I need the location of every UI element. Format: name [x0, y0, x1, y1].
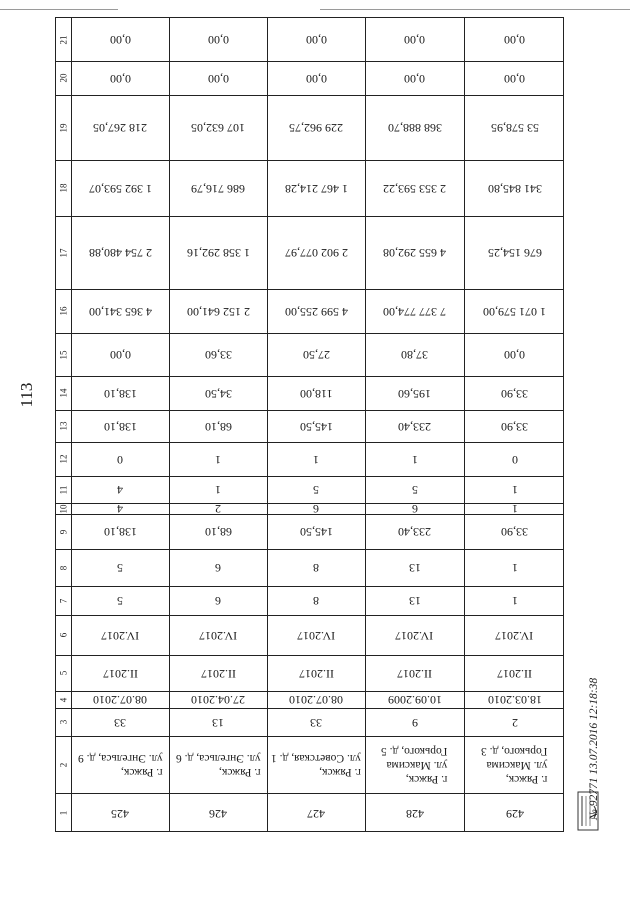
cell-value: 1	[511, 561, 518, 575]
table-cell-r3-c11	[267, 476, 365, 503]
table-cell-r3-c3	[267, 708, 365, 736]
cell-value: 1 467 214,28	[284, 181, 348, 196]
header-label: 14	[58, 388, 69, 398]
table-cell-r5-c20	[464, 61, 565, 95]
cell-value: 195,60	[398, 386, 431, 401]
table-cell-r5-c5	[464, 655, 565, 691]
cell-value: г. Ряжск, ул. Энгельса, д. 9	[77, 751, 163, 778]
header-number-17	[56, 216, 71, 289]
cell-value: 0,00	[404, 33, 425, 47]
cell-value: IV.2017	[395, 628, 434, 643]
table-cell-r5-c9	[464, 514, 565, 549]
cell-value: 1	[511, 594, 518, 608]
header-number-20	[56, 61, 71, 95]
data-table	[55, 17, 564, 832]
cell-value: 68,10	[204, 525, 232, 539]
cell-value: 6	[313, 502, 319, 516]
cell-value: 138,10	[103, 419, 137, 434]
table-cell-r4-c15	[365, 333, 464, 376]
header-label: 11	[58, 485, 69, 494]
table-cell-r5-c12	[464, 442, 565, 476]
table-cell-r3-c9	[267, 514, 365, 549]
table-cell-r5-c15	[464, 333, 565, 376]
table-cell-r2-c11	[169, 476, 267, 503]
table-cell-r4-c20	[365, 61, 464, 95]
header-number-13	[56, 410, 71, 442]
cell-value: 107 632,05	[191, 121, 245, 135]
header-number-12	[56, 442, 71, 476]
header-label: 16	[58, 306, 69, 316]
cell-value: 233,40	[398, 525, 431, 539]
header-number-6	[56, 615, 71, 655]
table-cell-r1-c1	[71, 793, 169, 833]
table-cell-r1-c9	[71, 514, 169, 549]
table-cell-r1-c20	[71, 61, 169, 95]
table-cell-r4-c7	[365, 586, 464, 615]
table-cell-r1-c16	[71, 289, 169, 333]
table-cell-r1-c6	[71, 615, 169, 655]
table-cell-r2-c14	[169, 376, 267, 410]
table-cell-r4-c16	[365, 289, 464, 333]
table-cell-r1-c8	[71, 549, 169, 586]
cell-value: 13	[212, 715, 224, 730]
table-cell-r5-c18	[464, 160, 565, 216]
header-label: 20	[58, 73, 69, 83]
cell-value: 5	[117, 561, 123, 575]
cell-value: 27.04.2010	[191, 693, 245, 707]
cell-value: 6	[215, 594, 221, 608]
header-label: 8	[58, 565, 69, 570]
cell-value: 7 377 774,00	[383, 304, 446, 319]
header-number-5	[56, 655, 71, 691]
table-cell-r5-c7	[464, 586, 565, 615]
cell-value: 4 599 255,00	[284, 304, 348, 319]
table-cell-r3-c20	[267, 61, 365, 95]
table-cell-r2-c6	[169, 615, 267, 655]
cell-value: 4	[117, 483, 123, 497]
table-cell-r2-c3	[169, 708, 267, 736]
cell-value: IV.2017	[100, 628, 140, 643]
header-label: 18	[58, 183, 69, 193]
cell-value: 33	[114, 715, 126, 730]
cell-value: 426	[209, 806, 227, 821]
table-cell-r2-c18	[169, 160, 267, 216]
cell-value: 1	[215, 452, 221, 467]
table-cell-r5-c1	[464, 793, 565, 833]
table-cell-r1-c11	[71, 476, 169, 503]
cell-value: 08.07.2010	[93, 693, 147, 707]
header-number-4	[56, 691, 71, 708]
table-cell-r2-c9	[169, 514, 267, 549]
table-cell-r4-c10	[365, 503, 464, 514]
table-cell-r3-c13	[267, 410, 365, 442]
table-cell-r5-c16	[464, 289, 565, 333]
table-cell-r5-c6	[464, 615, 565, 655]
table-cell-r4-c5	[365, 655, 464, 691]
table-cell-r1-c14	[71, 376, 169, 410]
cell-value: 429	[505, 806, 524, 821]
table-cell-r5-c8	[464, 549, 565, 586]
cell-value: 4 655 292,08	[383, 246, 446, 260]
cell-value: 27,50	[302, 348, 330, 362]
table-cell-r3-c15	[267, 333, 365, 376]
cell-value: 1	[215, 483, 221, 497]
table-cell-r5-c10	[464, 503, 565, 514]
header-number-21	[56, 18, 71, 61]
cell-value: 676 154,25	[487, 246, 542, 260]
table-cell-r4-c4	[365, 691, 464, 708]
table-cell-r4-c12	[365, 442, 464, 476]
cell-value: 118,00	[299, 386, 333, 401]
cell-value: 8	[313, 561, 319, 575]
table-cell-r5-c4	[464, 691, 565, 708]
table-cell-r2-c19	[169, 95, 267, 160]
table-cell-r2-c16	[169, 289, 267, 333]
cell-value: IV.2017	[296, 628, 336, 643]
table-cell-r4-c11	[365, 476, 464, 503]
table-cell-r3-c7	[267, 586, 365, 615]
cell-value: II.2017	[397, 666, 432, 681]
table-cell-r1-c17	[71, 216, 169, 289]
header-number-11	[56, 476, 71, 503]
cell-value: 138,10	[103, 386, 137, 401]
top-scan-line-right	[320, 9, 630, 10]
table-cell-r3-c6	[267, 615, 365, 655]
cell-value: 5	[117, 594, 123, 608]
cell-value: 233,40	[398, 419, 431, 434]
table-cell-r5-c17	[464, 216, 565, 289]
cell-value: II.2017	[497, 666, 532, 681]
cell-value: 138,10	[103, 525, 137, 539]
table-cell-r2-c21	[169, 18, 267, 61]
cell-value: 218 267,05	[93, 121, 147, 135]
header-number-10	[56, 503, 71, 514]
header-label: 6	[58, 632, 69, 638]
table-cell-r4-c18	[365, 160, 464, 216]
table-cell-r1-c21	[71, 18, 169, 61]
header-number-15	[56, 333, 71, 376]
cell-value: 68,10	[204, 419, 232, 434]
table-cell-r3-c17	[267, 216, 365, 289]
cell-value: 1 358 292,16	[186, 246, 250, 260]
table-cell-r2-c12	[169, 442, 267, 476]
table-cell-r3-c4	[267, 691, 365, 708]
table-cell-r4-c13	[365, 410, 464, 442]
cell-value: 0,00	[109, 71, 131, 86]
cell-value: 145,50	[299, 525, 333, 539]
cell-value: 2 754 480,88	[88, 246, 152, 260]
table-cell-r3-c10	[267, 503, 365, 514]
header-label: 21	[58, 35, 69, 44]
cell-value: II.2017	[298, 666, 334, 681]
table-cell-r1-c19	[71, 95, 169, 160]
registration-stamp: № 92771 13.07.2016 12:18:38	[588, 677, 600, 820]
cell-value: 0,00	[305, 71, 327, 86]
table-cell-r1-c7	[71, 586, 169, 615]
cell-value: 0,00	[504, 71, 525, 86]
cell-value: 425	[111, 806, 129, 821]
header-label: 5	[58, 670, 69, 676]
table-cell-r5-c14	[464, 376, 565, 410]
table-cell-r5-c2	[464, 736, 565, 793]
table-cell-r4-c6	[365, 615, 464, 655]
cell-value: II.2017	[200, 666, 236, 681]
cell-value: 1 392 593,07	[88, 181, 152, 196]
cell-value: 0,00	[109, 33, 131, 47]
cell-value: 4	[117, 502, 123, 516]
cell-value: 6	[215, 561, 221, 575]
cell-value: 33,60	[204, 348, 232, 362]
table-cell-r3-c12	[267, 442, 365, 476]
header-label: 1	[58, 810, 69, 816]
cell-value: 10.09.2009	[387, 693, 442, 707]
table-cell-r4-c1	[365, 793, 464, 833]
table-cell-r3-c18	[267, 160, 365, 216]
header-number-7	[56, 586, 71, 615]
table-cell-r3-c19	[267, 95, 365, 160]
table-cell-r3-c8	[267, 549, 365, 586]
cell-value: г. Ряжск, ул. Максима Горького, д. 5	[381, 744, 448, 785]
table-cell-r1-c13	[71, 410, 169, 442]
table-cell-r5-c13	[464, 410, 565, 442]
table-cell-r5-c21	[464, 18, 565, 61]
cell-value: IV.2017	[198, 628, 238, 643]
table-cell-r2-c8	[169, 549, 267, 586]
cell-value: 34,50	[204, 386, 232, 401]
cell-value: IV.2017	[495, 628, 534, 643]
table-cell-r5-c3	[464, 708, 565, 736]
cell-value: 6	[411, 502, 418, 516]
table-cell-r1-c5	[71, 655, 169, 691]
cell-value: 2 152 641,00	[186, 304, 250, 319]
header-label: 9	[58, 529, 69, 534]
header-label: 3	[58, 719, 69, 725]
cell-value: 2	[511, 715, 518, 730]
cell-value: 427	[307, 806, 325, 821]
cell-value: 1	[511, 502, 518, 516]
cell-value: 5	[411, 483, 418, 497]
header-label: 7	[58, 598, 69, 603]
header-label: 12	[58, 454, 69, 464]
cell-value: 1 071 579,00	[483, 304, 546, 319]
cell-value: 0,00	[504, 348, 525, 362]
cell-value: 0,00	[207, 33, 229, 47]
header-label: 2	[58, 762, 69, 767]
table-cell-r2-c2	[169, 736, 267, 793]
cell-value: 18.03.2010	[487, 693, 542, 707]
table-cell-r4-c19	[365, 95, 464, 160]
table-cell-r4-c2	[365, 736, 464, 793]
cell-value: 0	[117, 452, 123, 467]
cell-value: 2	[215, 502, 221, 516]
table-cell-r4-c21	[365, 18, 464, 61]
cell-value: 0,00	[207, 71, 229, 86]
cell-value: 2 902 077,97	[284, 246, 348, 260]
table-cell-r2-c7	[169, 586, 267, 615]
table-cell-r5-c19	[464, 95, 565, 160]
table-cell-r4-c8	[365, 549, 464, 586]
table-cell-r4-c17	[365, 216, 464, 289]
header-number-2	[56, 736, 71, 793]
cell-value: 5	[313, 483, 319, 497]
table-cell-r1-c4	[71, 691, 169, 708]
table-cell-r1-c15	[71, 333, 169, 376]
table-cell-r1-c2	[71, 736, 169, 793]
header-number-18	[56, 160, 71, 216]
cell-value: 686 716,79	[191, 181, 245, 196]
cell-value: II.2017	[102, 666, 138, 681]
header-label: 13	[58, 421, 69, 431]
cell-value: 33,90	[501, 386, 528, 401]
table-cell-r3-c21	[267, 18, 365, 61]
header-number-16	[56, 289, 71, 333]
top-scan-line-left	[0, 9, 118, 10]
header-number-1	[56, 793, 71, 833]
cell-value: 0,00	[305, 33, 327, 47]
cell-value: 229 962,75	[289, 121, 343, 135]
table-cell-r1-c10	[71, 503, 169, 514]
header-number-19	[56, 95, 71, 160]
cell-value: 1	[411, 452, 418, 467]
cell-value: 341 845,80	[487, 181, 542, 196]
header-number-3	[56, 708, 71, 736]
table-cell-r2-c15	[169, 333, 267, 376]
header-number-14	[56, 376, 71, 410]
cell-value: 0,00	[109, 348, 131, 362]
table-cell-r1-c12	[71, 442, 169, 476]
table-cell-r2-c5	[169, 655, 267, 691]
cell-value: 13	[408, 561, 421, 575]
cell-value: 0,00	[504, 33, 525, 47]
header-number-8	[56, 549, 71, 586]
cell-value: 33,90	[501, 525, 528, 539]
cell-value: 13	[408, 594, 421, 608]
header-label: 17	[58, 248, 69, 257]
table-cell-r3-c5	[267, 655, 365, 691]
header-label: 4	[58, 697, 69, 702]
cell-value: 0,00	[404, 71, 425, 86]
table-cell-r3-c2	[267, 736, 365, 793]
header-label: 15	[58, 350, 69, 359]
cell-value: 1	[511, 483, 518, 497]
cell-value: 37,80	[401, 348, 428, 362]
table-cell-r4-c3	[365, 708, 464, 736]
cell-value: 33,90	[501, 419, 528, 434]
cell-value: 0	[511, 452, 518, 467]
cell-value: 8	[313, 594, 319, 608]
table-cell-r2-c4	[169, 691, 267, 708]
table-cell-r1-c18	[71, 160, 169, 216]
cell-value: 428	[405, 806, 424, 821]
cell-value: 33	[310, 715, 322, 730]
cell-value: г. Ряжск, ул. Максима Горького, д. 3	[481, 744, 548, 785]
table-cell-r3-c14	[267, 376, 365, 410]
cell-value: 53 578,95	[490, 121, 539, 135]
header-label: 10	[58, 504, 69, 513]
header-number-9	[56, 514, 71, 549]
table-cell-r2-c13	[169, 410, 267, 442]
cell-value: 2 353 593,22	[383, 181, 446, 196]
cell-value: 1	[313, 452, 319, 467]
table-cell-r3-c16	[267, 289, 365, 333]
page-number: 113	[17, 382, 36, 408]
cell-value: г. Ряжск, ул. Энгельса, д. 6	[175, 751, 261, 778]
cell-value: 08.07.2010	[289, 693, 343, 707]
table-cell-r1-c3	[71, 708, 169, 736]
header-label: 19	[58, 123, 69, 132]
table-cell-r2-c20	[169, 61, 267, 95]
cell-value: 4 365 341,00	[88, 304, 152, 319]
cell-value: 368 888,70	[387, 121, 442, 135]
table-cell-r2-c10	[169, 503, 267, 514]
table-cell-r2-c17	[169, 216, 267, 289]
cell-value: 9	[411, 715, 418, 730]
table-cell-r4-c14	[365, 376, 464, 410]
table-cell-r2-c1	[169, 793, 267, 833]
cell-value: 145,50	[299, 419, 333, 434]
table-cell-r5-c11	[464, 476, 565, 503]
table-cell-r4-c9	[365, 514, 464, 549]
cell-value: г. Ряжск, ул. Советская, д. 1	[271, 751, 361, 778]
table-cell-r3-c1	[267, 793, 365, 833]
